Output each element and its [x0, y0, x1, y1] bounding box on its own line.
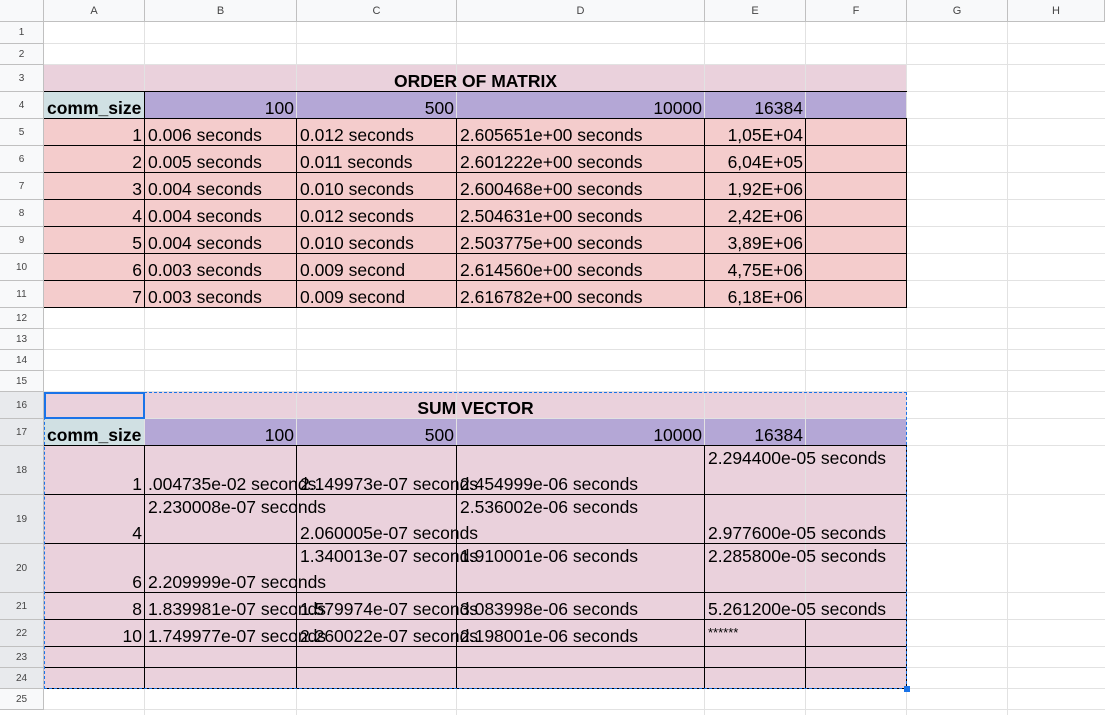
- gridline-row: [44, 328, 1105, 329]
- table1-label-comm-size[interactable]: comm_size: [47, 97, 142, 118]
- table1-cell[interactable]: 0.009 second: [300, 286, 406, 307]
- column-header-d[interactable]: D: [457, 0, 705, 22]
- table1-cell[interactable]: 0.011 seconds: [300, 151, 413, 172]
- table1-cell[interactable]: 2.616782e+00 seconds: [460, 286, 643, 307]
- table1-cell[interactable]: 0.012 seconds: [300, 124, 414, 145]
- table2-cell[interactable]: .004735e-02 seconds: [148, 473, 317, 494]
- table2-cell[interactable]: 1: [132, 473, 142, 494]
- row-header-20[interactable]: 20: [0, 544, 44, 593]
- column-header-b[interactable]: B: [145, 0, 297, 22]
- table2-cell[interactable]: 6: [132, 571, 142, 592]
- table2-cell[interactable]: 2.198001e-06 seconds: [460, 625, 639, 646]
- table1-cell[interactable]: 0.004 seconds: [148, 232, 262, 253]
- table1-cell[interactable]: 1: [132, 124, 142, 145]
- table2-cell[interactable]: 1.579974e-07 seconds: [300, 598, 479, 619]
- table1-size-header[interactable]: 16384: [754, 97, 803, 118]
- row-header-2[interactable]: 2: [0, 44, 44, 65]
- table1-cell[interactable]: 6,18E+06: [727, 286, 803, 307]
- table1-cell[interactable]: 6: [132, 259, 142, 280]
- table1-cell[interactable]: 2.614560e+00 seconds: [460, 259, 643, 280]
- table1-size-header[interactable]: 500: [424, 97, 454, 118]
- column-header-f[interactable]: F: [806, 0, 907, 22]
- row-header-17[interactable]: 17: [0, 419, 44, 446]
- table2-size-header[interactable]: 500: [424, 424, 454, 445]
- select-all-corner[interactable]: [0, 0, 44, 22]
- column-header-h[interactable]: H: [1008, 0, 1105, 22]
- gridline-row: [44, 43, 1105, 44]
- table1-cell[interactable]: 2.503775e+00 seconds: [460, 232, 643, 253]
- gridline-row: [44, 370, 1105, 371]
- table1-cell[interactable]: 2.504631e+00 seconds: [460, 205, 643, 226]
- table2-cell[interactable]: 2.149973e-07 seconds: [300, 473, 479, 494]
- table1-cell[interactable]: 2.605651e+00 seconds: [460, 124, 643, 145]
- table1-cell[interactable]: 0.004 seconds: [148, 178, 262, 199]
- table1-cell[interactable]: 1,92E+06: [727, 178, 803, 199]
- table1-cell[interactable]: 4,75E+06: [727, 259, 803, 280]
- table2-size-header[interactable]: 16384: [754, 424, 803, 445]
- table1-cell[interactable]: 7: [132, 286, 142, 307]
- table2-cell[interactable]: 2.260022e-07 seconds: [300, 625, 479, 646]
- table1-cell[interactable]: 3,89E+06: [727, 232, 803, 253]
- row-header-8[interactable]: 8: [0, 200, 44, 227]
- table1-cell[interactable]: 0.010 seconds: [300, 232, 414, 253]
- row-header-9[interactable]: 9: [0, 227, 44, 254]
- row-header-3[interactable]: 3: [0, 65, 44, 92]
- table1-cell[interactable]: 3: [132, 178, 142, 199]
- selection-fill-handle[interactable]: [904, 686, 910, 692]
- table1-cell[interactable]: 0.003 seconds: [148, 286, 262, 307]
- table1-cell[interactable]: 2.601222e+00 seconds: [460, 151, 643, 172]
- table2-cell[interactable]: 5.261200e-05 seconds: [708, 598, 887, 619]
- table1-cell[interactable]: 0.009 second: [300, 259, 406, 280]
- column-header-g[interactable]: G: [907, 0, 1008, 22]
- column-header-c[interactable]: C: [297, 0, 457, 22]
- gridline-row: [44, 709, 1105, 710]
- row-header-19[interactable]: 19: [0, 495, 44, 544]
- row-header-1[interactable]: 1: [0, 22, 44, 44]
- row-header-22[interactable]: 22: [0, 620, 44, 647]
- table2-size-header[interactable]: 100: [264, 424, 294, 445]
- column-header-e[interactable]: E: [705, 0, 806, 22]
- row-header-16[interactable]: 16: [0, 392, 44, 419]
- table2-cell[interactable]: 1.749977e-07 seconds: [148, 625, 327, 646]
- table2-cell[interactable]: 1.839981e-07 seconds: [148, 598, 327, 619]
- table2-cell[interactable]: 2.977600e-05 seconds: [708, 522, 887, 543]
- row-header-24[interactable]: 24: [0, 668, 44, 689]
- table2-cell[interactable]: 2.454999e-06 seconds: [460, 473, 639, 494]
- row-header-23[interactable]: 23: [0, 647, 44, 668]
- table1-size-header[interactable]: 100: [264, 97, 294, 118]
- table1-cell[interactable]: 2: [132, 151, 142, 172]
- row-header-15[interactable]: 15: [0, 371, 44, 392]
- table1-title[interactable]: ORDER OF MATRIX: [393, 70, 557, 91]
- row-header-12[interactable]: 12: [0, 308, 44, 329]
- row-header-18[interactable]: 18: [0, 446, 44, 495]
- table1-cell[interactable]: 0.012 seconds: [300, 205, 414, 226]
- row-header-7[interactable]: 7: [0, 173, 44, 200]
- table1-cell[interactable]: 0.005 seconds: [148, 151, 262, 172]
- table1-cell[interactable]: 5: [132, 232, 142, 253]
- column-header-a[interactable]: A: [44, 0, 145, 22]
- table1-size-header[interactable]: 10000: [653, 97, 702, 118]
- row-header-25[interactable]: 25: [0, 689, 44, 710]
- table1-cell[interactable]: 0.003 seconds: [148, 259, 262, 280]
- table2-label-comm-size[interactable]: comm_size: [47, 424, 142, 445]
- cell-border: [906, 119, 907, 308]
- table2-cell[interactable]: 2.285800e-05 seconds: [708, 546, 887, 566]
- table2-cell[interactable]: 1.340013e-07 seconds: [300, 546, 479, 566]
- active-cell-a16[interactable]: [44, 392, 145, 419]
- row-header-6[interactable]: 6: [0, 146, 44, 173]
- row-header-11[interactable]: 11: [0, 281, 44, 308]
- gridline-row: [44, 349, 1105, 350]
- table2-size-header[interactable]: 10000: [653, 424, 702, 445]
- table2-title[interactable]: SUM VECTOR: [417, 397, 534, 418]
- table1-cell[interactable]: 0.006 seconds: [148, 124, 262, 145]
- table1-cell[interactable]: 1,05E+04: [727, 124, 803, 145]
- row-header-10[interactable]: 10: [0, 254, 44, 281]
- table2-cell[interactable]: 10: [122, 625, 142, 646]
- table1-cell[interactable]: 4: [132, 205, 142, 226]
- table2-cell[interactable]: ******: [708, 625, 739, 640]
- table2-cell[interactable]: 2.060005e-07 seconds: [300, 522, 479, 543]
- table1-cell[interactable]: 0.004 seconds: [148, 205, 262, 226]
- table1-cell[interactable]: 6,04E+05: [727, 151, 803, 172]
- table1-cell[interactable]: 2,42E+06: [727, 205, 803, 226]
- row-header-5[interactable]: 5: [0, 119, 44, 146]
- table2-cell[interactable]: 4: [132, 522, 142, 543]
- row-header-14[interactable]: 14: [0, 350, 44, 371]
- row-header-21[interactable]: 21: [0, 593, 44, 620]
- table2-cell[interactable]: 2.294400e-05 seconds: [708, 448, 887, 468]
- table2-cell[interactable]: 2.536002e-06 seconds: [460, 497, 639, 517]
- gridline-col: [1007, 22, 1008, 715]
- row-header-4[interactable]: 4: [0, 92, 44, 119]
- row-header-13[interactable]: 13: [0, 329, 44, 350]
- table2-cell[interactable]: 1.910001e-06 seconds: [460, 546, 639, 566]
- table2-cell[interactable]: 2.209999e-07 seconds: [148, 571, 327, 592]
- table2-cell[interactable]: 3.083998e-06 seconds: [460, 598, 639, 619]
- table2-cell[interactable]: 2.230008e-07 seconds: [148, 497, 327, 517]
- selection-range: [44, 392, 907, 689]
- table1-cell[interactable]: 2.600468e+00 seconds: [460, 178, 643, 199]
- table2-cell[interactable]: 8: [132, 598, 142, 619]
- table1-cell[interactable]: 0.010 seconds: [300, 178, 414, 199]
